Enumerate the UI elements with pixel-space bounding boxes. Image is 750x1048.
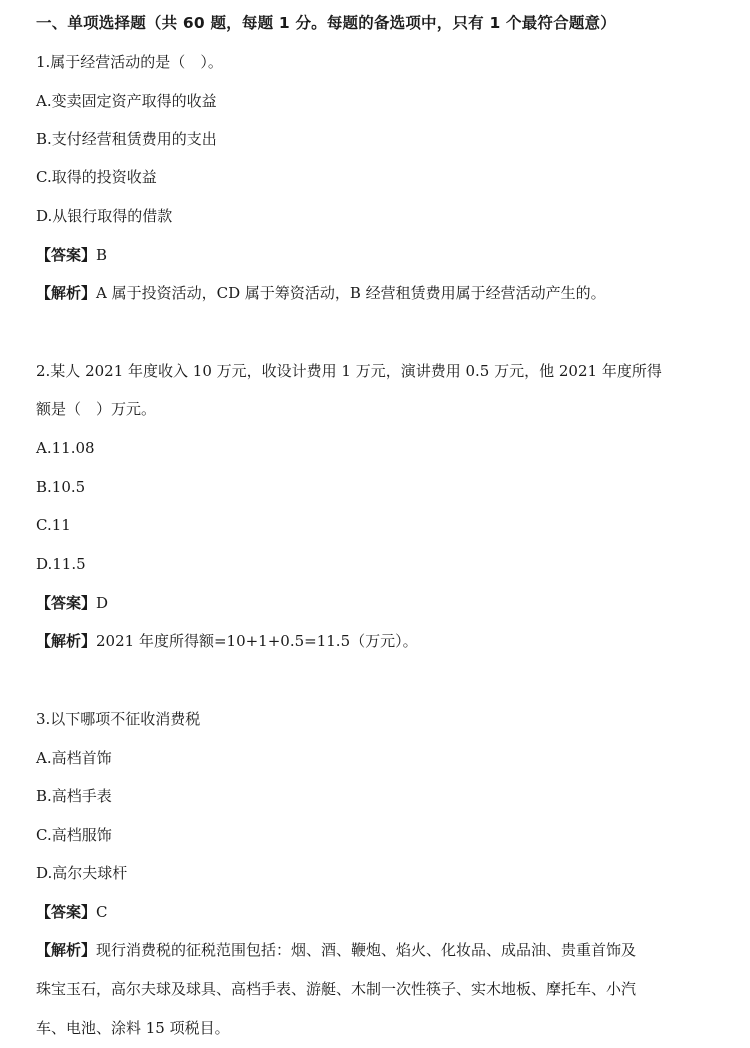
answer-value: C [96,903,108,921]
question-1-stem: 1.属于经营活动的是（ ）。 [36,53,223,71]
question-1-answer [36,245,730,265]
section-heading: 一、单项选择题（共 60 题，每题 1 分。每题的备选项中，只有 1 个最符合题意） [36,14,616,32]
question-2-stem-line1: 2.某人 2021 年度收入 10 万元，收设计费用 1 万元，演讲费用 0.5 万元，他 2021 年度所得 [36,362,662,380]
question-2-option-b: B.10.5 [36,478,86,496]
analysis-text: A 属于投资活动，CD 属于筹资活动，B 经营租赁费用属于经营活动产生的。 [96,284,606,302]
answer-tag: 【答案】 [36,594,97,612]
question-3-option-b: B.高档手表 [36,787,112,805]
question-2-option-d: D.11.5 [36,555,86,573]
question-3-option-d: D.高尔夫球杆 [36,864,128,882]
analysis-tag: 【解析】 [36,284,97,302]
analysis-text: 现行消费税的征税范围包括：烟、酒、鞭炮、焰火、化妆品、成品油、贵重首饰及 [96,941,637,959]
analysis-tag: 【解析】 [36,632,97,650]
question-2-option-a: A.11.08 [36,439,95,457]
question-3-stem: 3.以下哪项不征收消费税 [36,710,201,728]
question-3-answer [36,902,730,922]
question-2-analysis [36,631,730,651]
answer-tag: 【答案】 [36,903,97,921]
question-1-option-a: A.变卖固定资产取得的收益 [36,92,217,110]
analysis-tag: 【解析】 [36,941,97,959]
answer-value: B [96,246,108,264]
question-1-option-b: B.支付经营租赁费用的支出 [36,130,217,148]
question-2-stem-line2: 额是（ ）万元。 [36,400,157,418]
question-1-option-c: C.取得的投资收益 [36,168,157,186]
analysis-text: 2021 年度所得额=10+1+0.5=11.5（万元）。 [96,632,418,650]
answer-tag: 【答案】 [36,246,97,264]
question-2-answer [36,593,730,613]
answer-value: D [96,594,109,612]
question-1-analysis [36,283,730,303]
question-1-option-d: D.从银行取得的借款 [36,207,173,225]
question-2-option-c: C.11 [36,516,71,534]
question-3-analysis-line3: 车、电池、涂料 15 项税目。 [36,1019,230,1037]
question-3-analysis-line1 [36,940,730,960]
question-3-option-a: A.高档首饰 [36,749,112,767]
question-3-option-c: C.高档服饰 [36,826,112,844]
question-3-analysis-line2: 珠宝玉石，高尔夫球及球具、高档手表、游艇、木制一次性筷子、实木地板、摩托车、小汽 [36,980,637,998]
